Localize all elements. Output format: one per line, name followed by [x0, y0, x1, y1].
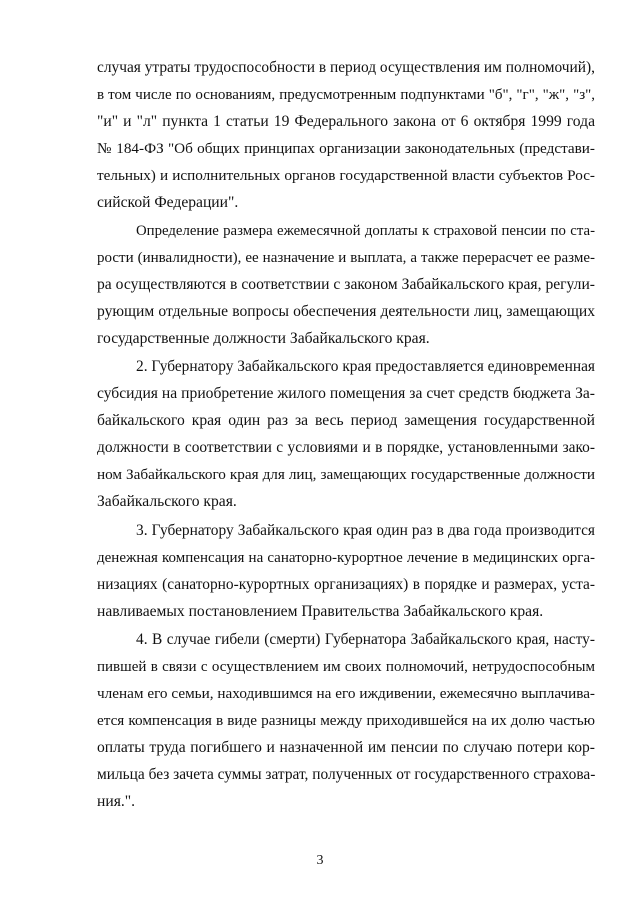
page-number: 3 — [316, 853, 324, 868]
text-line: тельных) и исполнительных органов государственной власти субъектов Рос- — [97, 167, 595, 184]
text-line: рости (инвалидности), ее назначение и выплата, а также перерасчет ее разме- — [97, 250, 595, 266]
text-line: ния.". — [97, 793, 136, 810]
text-line: сийской Федерации". — [97, 194, 239, 211]
text-line: государственные должности Забайкальского края. — [97, 330, 430, 347]
text-line: 3. Губернатору Забайкальского края один раз в два года производится — [136, 522, 595, 539]
text-line: членам его семьи, находившимся на его иждивении, ежемесячно выплачива- — [97, 685, 595, 702]
text-line: мильца без зачета суммы затрат, полученных от государственного страхова- — [97, 766, 596, 783]
text-line: 2. Губернатору Забайкальского края предоставляется единовременная — [136, 358, 595, 375]
text-line: пившей в связи с осуществлением им своих полномочий, нетрудоспособным — [97, 659, 595, 675]
text-line: субсидия на приобретение жилого помещения за счет средств бюджета За- — [97, 385, 595, 402]
text-line: навливаемых постановлением Правительства Забайкальского края. — [97, 603, 544, 620]
text-line: в том числе по основаниям, предусмотренным подпунктами "б", "г", "ж", "з", — [97, 87, 595, 103]
text-line: низациях (санаторно-курортных организациях) в порядке и размерах, уста- — [97, 576, 595, 593]
text-line: 4. В случае гибели (смерти) Губернатора Забайкальского края, насту- — [136, 631, 595, 648]
text-line: Забайкальского края. — [97, 493, 237, 510]
text-line: рующим отдельные вопросы обеспечения деятельности лиц, замещающих — [97, 303, 595, 320]
text-line: оплаты труда погибшего и назначенной им пенсии по случаю потери кор- — [97, 739, 595, 756]
text-line: ном Забайкальского края для лиц, замещающих государственные должности — [97, 466, 595, 483]
text-line: денежная компенсация на санаторно-курортное лечение в медицинских орга- — [97, 550, 595, 566]
text-line: Определение размера ежемесячной доплаты к страховой пенсии по ста- — [136, 223, 595, 239]
text-line: должности в соответствии с условиями и в порядке, установленными зако- — [97, 439, 595, 456]
text-line: случая утраты трудоспособности в период осуществления им полномочий), — [97, 59, 595, 76]
text-line: байкальского края один раз за весь период замещения государственной — [97, 412, 595, 429]
text-line: ется компенсация в виде разницы между приходившейся на их долю частью — [97, 712, 595, 729]
text-line: "и" и "л" пункта 1 статьи 19 Федерального закона от 6 октября 1999 года — [97, 113, 595, 130]
text-line: ра осуществляются в соответствии с законом Забайкальского края, регули- — [97, 276, 595, 293]
text-line: № 184-ФЗ "Об общих принципах организации законодательных (представи- — [97, 140, 595, 157]
